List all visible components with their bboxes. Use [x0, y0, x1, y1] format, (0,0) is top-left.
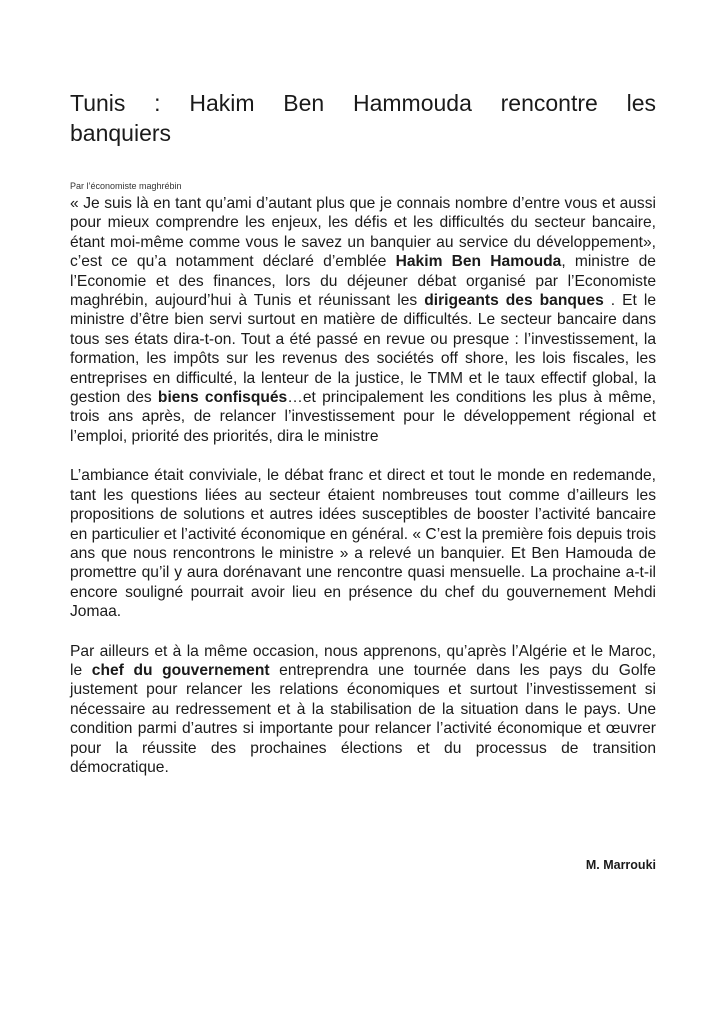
paragraph-3 [70, 642, 656, 778]
p1-text-3: . Et le ministre d’être bien servi surtout en matière de difficultés. Le secteur bancaire dans tous ses états dira-t-on. Tout a été passé en revue ou presque : l’investissement, la formation, les impôts sur les revenus des sociétés off shore, les lois fiscales, les entreprises en difficulté, la lenteur de la justice, le TMM et le taux effectif global, la gestion des [70, 292, 656, 407]
author-signature: M. Marrouki [585, 858, 656, 872]
p1-text-2: , ministre de l’Economie et des finances, lors du déjeuner débat organisé par l’Economiste maghrébin, aujourd’hui à Tunis et réunissant les [70, 253, 656, 310]
p1-bold-bank-leaders: dirigeants des banques [424, 292, 604, 310]
paragraph-1 [70, 194, 656, 446]
title-line-1: Tunis : Hakim Ben Hammouda rencontre les [70, 90, 656, 116]
p3-text-2: entreprendra une tournée dans les pays du Golfe justement pour relancer les relations économiques et surtout l’investissement si nécessaire au redressement et à la stabilisation de la situation dans le pays. Une condition parmi d’autres si importante pour relancer l’activité économique et œuvrer pour la réussite des prochaines élections et du processus de transition démocratique. [70, 661, 656, 776]
p3-text-1: Par ailleurs et à la même occasion, nous apprenons, qu’après l’Algérie et le Maroc, le [70, 642, 656, 679]
p1-bold-minister: Hakim Ben Hamouda [395, 253, 562, 271]
article [70, 88, 656, 872]
p3-bold-head-of-government: chef du gouvernement [91, 661, 270, 679]
title-line-2: banquiers [70, 120, 172, 146]
p1-bold-confiscated: biens confisqués [157, 389, 288, 407]
article-title [70, 88, 656, 148]
paragraph-2: L’ambiance était conviviale, le débat franc et direct et tout le monde en redemande, tant les questions liées au secteur étaient nombreuses tout comme d’ailleurs les propositions de solutions et autres idées susceptibles de booster l’activité bancaire en particulier et l’activité économique en général. « C’est la première fois depuis trois ans que nous rencontrons le ministre » a relevé un banquier. Et Ben Hamouda de promettre qu’il y aura dorénavant une rencontre quasi mensuelle. La prochaine a-t-il encore souligné pourrait avoir lieu en présence du chef du gouvernement Mehdi Jomaa. [70, 467, 656, 621]
p1-text-4: …et principalement les conditions les plus à même, trois ans après, de relancer l’investissement pour le développement régional et l’emploi, priorité des priorités, dira le ministre [70, 389, 656, 445]
byline: Par l’économiste maghrébin [70, 181, 182, 191]
p1-text-1: « Je suis là en tant qu’ami d’autant plus que je connais nombre d’entre vous et aussi pour mieux comprendre les enjeux, les défis et les difficultés du secteur bancaire, étant moi-même comme vous le savez un banquier au service du développement», c’est ce qu’a notamment déclaré d’emblée [70, 195, 656, 271]
